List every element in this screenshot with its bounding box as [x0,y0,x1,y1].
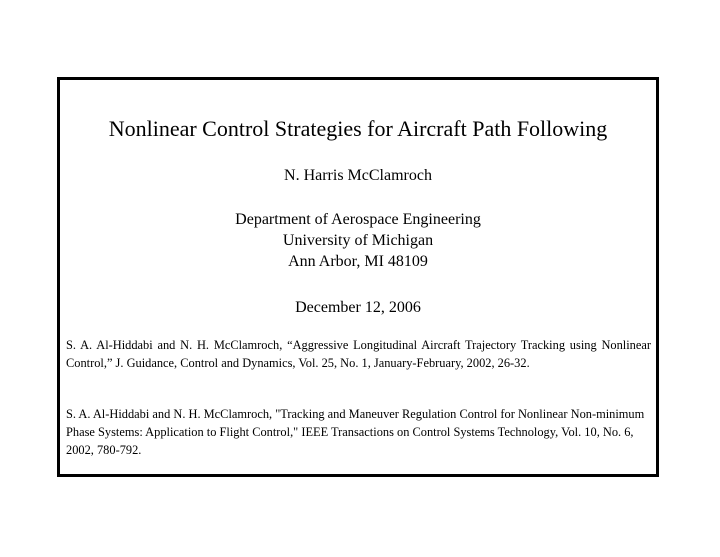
slide-frame [57,77,659,477]
presentation-date: December 12, 2006 [295,299,421,316]
affiliation-block [60,209,656,272]
university: University of Michigan [282,232,434,249]
location: Ann Arbor, MI 48109 [288,253,428,270]
reference-1: S. A. Al-Hiddabi and N. H. McClamroch, “Aggressive Longitudinal Aircraft Trajectory Tracking using Nonlinear Control,” J. Guidance, Control and Dynamics, Vol. 25, No. 1, January-February, 2002, 26-32. [66,338,651,370]
slide-title: Nonlinear Control Strategies for Aircraft Path Following [108,116,608,141]
author-name: N. Harris McClamroch [284,167,432,184]
reference-2: S. A. Al-Hiddabi and N. H. McClamroch, "Tracking and Maneuver Regulation Control for Nonlinear Non-minimum Phase Systems: Application to Flight Control," IEEE Transactions on Control Systems Technology, Vol. 10, No. 6, 2002, 780-792. [66,407,645,457]
department: Department of Aerospace Engineering [235,211,481,228]
